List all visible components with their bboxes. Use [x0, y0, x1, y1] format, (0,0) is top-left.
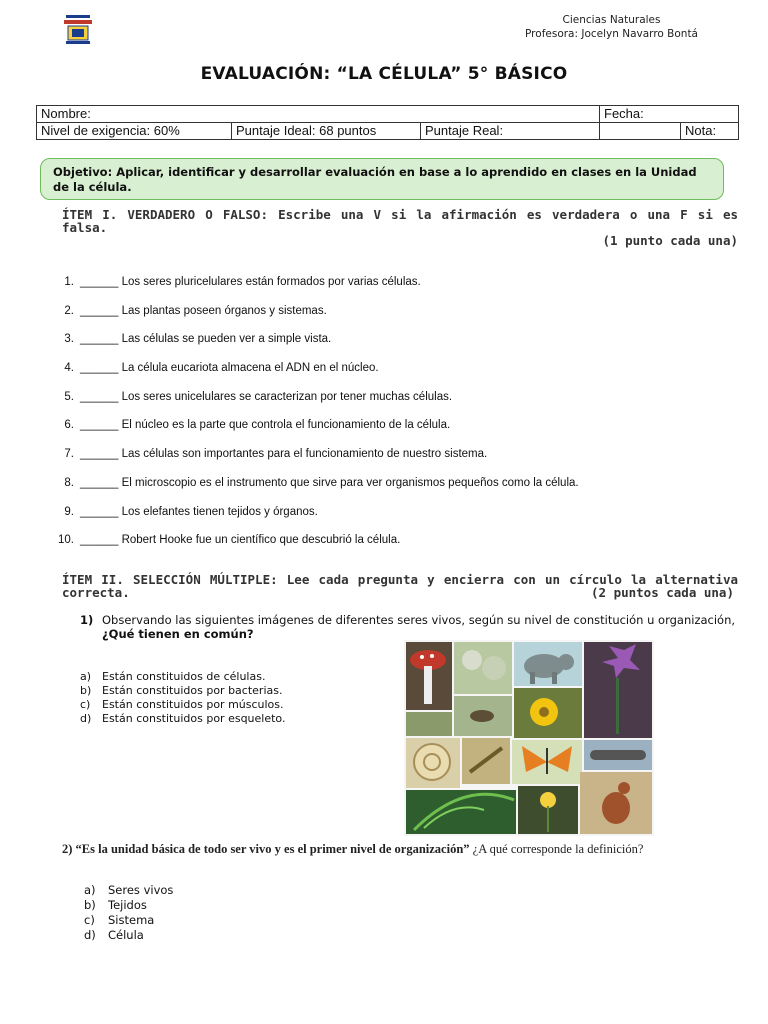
question-2-bold: 2) “Es la unidad básica de todo ser vivo y es el primer nivel de organización”	[62, 842, 470, 856]
item2-heading	[62, 573, 738, 599]
question-1-number: 1)	[80, 613, 94, 627]
fern-image	[406, 790, 516, 834]
item1-points: (1 punto cada una)	[602, 233, 738, 248]
item-number: 5.	[64, 390, 74, 403]
item-number: 9.	[64, 505, 74, 518]
item-number: 1.	[64, 276, 74, 288]
true-false-item	[48, 362, 748, 391]
question-2-text: ¿A qué corresponde la definición?	[469, 842, 644, 856]
item-statement[interactable]: ______ Las células se pueden ver a simple vista.	[80, 333, 332, 346]
mushroom-image	[406, 642, 452, 710]
item1-heading	[62, 208, 738, 247]
moss-image	[406, 712, 452, 736]
option-letter: a)	[80, 670, 92, 683]
option-letter: b)	[84, 898, 96, 912]
teacher-label: Profesora: Jocelyn Navarro Bontá	[525, 28, 698, 40]
item-statement[interactable]: ______ Los seres unicelulares se caracterizan por tener muchas células.	[80, 390, 453, 403]
option-text: Seres vivos	[108, 883, 174, 897]
question-2	[62, 842, 738, 856]
item-statement[interactable]: ______ El microscopio es el instrumento que sirve para ver organismos pequeños como la célula.	[80, 476, 579, 489]
option-letter: a)	[84, 883, 96, 897]
question-2-options	[84, 883, 173, 943]
option-letter: c)	[84, 913, 95, 927]
difficulty-cell: Nivel de exigencia: 60%	[37, 123, 232, 140]
answer-option[interactable]	[80, 712, 285, 726]
true-false-item	[48, 477, 748, 506]
butterfly-image	[512, 740, 582, 784]
item2-title: ÍTEM II. SELECCIÓN MÚLTIPLE: Lee cada pregunta y encierra con un círculo la alternativa correcta.	[62, 572, 738, 600]
item-statement[interactable]: ______ La célula eucariota almacena el ADN en el núcleo.	[80, 362, 379, 375]
item-statement[interactable]: ______ El núcleo es la parte que controla el funcionamiento de la célula.	[80, 419, 451, 432]
school-logo	[62, 14, 94, 48]
option-letter: d)	[84, 928, 96, 942]
item-number: 10.	[58, 534, 74, 547]
item-number: 8.	[64, 476, 74, 489]
option-letter: c)	[80, 698, 91, 711]
name-field[interactable]: Nombre:	[37, 106, 600, 123]
item-number: 6.	[64, 419, 74, 432]
caterpillar-image	[584, 740, 652, 770]
option-text: Están constituidos por músculos.	[102, 698, 284, 711]
question-1	[80, 613, 740, 641]
question-1-text: Observando las siguientes imágenes de diferentes seres vivos, según su nivel de constitución u organización,	[102, 613, 736, 627]
item-number: 4.	[64, 362, 74, 375]
option-text: Están constituidos de células.	[102, 670, 266, 683]
option-text: Tejidos	[108, 898, 147, 912]
item-number: 2.	[64, 304, 74, 317]
true-false-item	[48, 506, 748, 535]
answer-option[interactable]	[84, 883, 173, 898]
true-false-item	[48, 333, 748, 362]
true-false-item	[48, 448, 748, 477]
true-false-item	[48, 391, 748, 420]
answer-option[interactable]	[80, 698, 285, 712]
snail-shell-image	[406, 738, 460, 788]
option-letter: d)	[80, 712, 92, 725]
ideal-score-cell: Puntaje Ideal: 68 puntos	[232, 123, 421, 140]
purple-flower-image	[584, 642, 652, 738]
header-info	[525, 13, 698, 41]
daffodil-image	[518, 786, 578, 834]
true-false-item	[48, 305, 748, 334]
objective-box: Objetivo: Aplicar, identificar y desarrollar evaluación en base a lo aprendido en clases en la Unidad de la célula.	[40, 158, 724, 200]
option-text: Están constituidos por esqueleto.	[102, 712, 286, 725]
option-text: Sistema	[108, 913, 155, 927]
question-1-bold: ¿Qué tienen en común?	[102, 627, 254, 641]
yellow-flower-image	[514, 688, 582, 738]
page-title: EVALUACIÓN: “LA CÉLULA” 5° BÁSICO	[200, 64, 568, 84]
item-number: 7.	[64, 448, 74, 461]
kangaroo-image	[580, 772, 652, 834]
real-score-field[interactable]: Puntaje Real:	[421, 123, 600, 140]
item-number: 3.	[64, 333, 74, 346]
date-field[interactable]: Fecha:	[600, 106, 739, 123]
answer-option[interactable]	[80, 684, 285, 698]
answer-option[interactable]	[84, 913, 173, 928]
option-text: Están constituidos por bacterias.	[102, 684, 283, 697]
elephant-image	[514, 642, 582, 686]
student-info-table	[36, 105, 739, 140]
item-statement[interactable]: ______ Robert Hooke fue un científico que descubrió la célula.	[80, 534, 401, 547]
option-letter: b)	[80, 684, 92, 697]
true-false-item	[48, 419, 748, 448]
answer-option[interactable]	[84, 928, 173, 943]
living-beings-collage	[404, 640, 654, 836]
insect-image	[454, 696, 512, 736]
option-text: Célula	[108, 928, 144, 942]
flower-cluster-image	[454, 642, 512, 694]
item-statement[interactable]: ______ Las células son importantes para el funcionamiento de nuestro sistema.	[80, 448, 488, 461]
item-statement[interactable]: ______ Las plantas poseen órganos y sistemas.	[80, 304, 327, 317]
real-score-blank[interactable]	[600, 123, 681, 140]
item2-points: (2 puntos cada una)	[591, 585, 734, 600]
item-statement[interactable]: ______ Los elefantes tienen tejidos y órganos.	[80, 505, 318, 518]
item-statement[interactable]: ______ Los seres pluricelulares están formados por varias células.	[80, 276, 421, 288]
answer-option[interactable]	[80, 670, 285, 684]
grade-field[interactable]: Nota:	[681, 123, 739, 140]
answer-option[interactable]	[84, 898, 173, 913]
true-false-item	[48, 534, 748, 563]
item1-title: ÍTEM I. VERDADERO O FALSO: Escribe una V si la afirmación es verdadera o una F si es falsa.	[62, 207, 738, 235]
grasshopper-image	[462, 738, 510, 784]
question-1-options	[80, 670, 285, 726]
true-false-item	[48, 276, 748, 305]
true-false-list	[48, 276, 748, 563]
subject-label: Ciencias Naturales	[562, 14, 661, 26]
